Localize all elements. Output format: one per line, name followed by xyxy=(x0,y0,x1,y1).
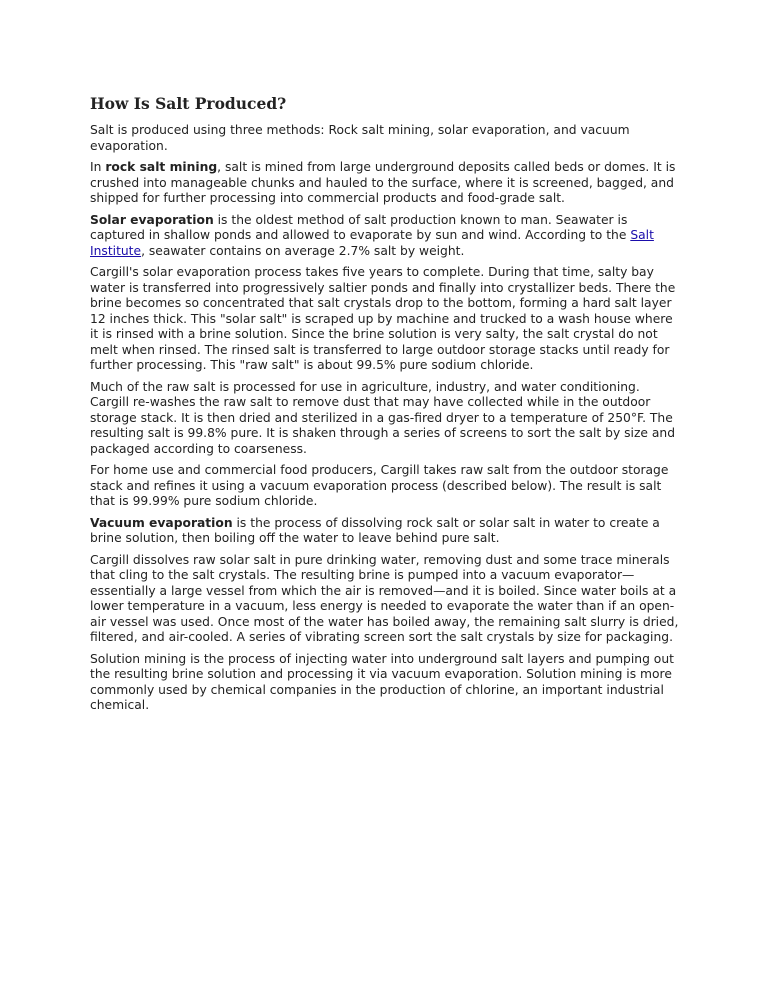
solar-evaporation-term: Solar evaporation xyxy=(90,212,214,227)
solar-process-paragraph: Cargill's solar evaporation process takes five years to complete. During that time, salty bay water is transferred into progressively saltier ponds and finally into crystallizer beds. There the brine becomes so concentrated that salt crystals drop to the bottom, forming a hard salt layer 12 inches thick. This "solar salt" is scraped up by machine and trucked to a wash house where it is rinsed with a brine solution. Since the brine solution is very salty, the salt crystal do not melt when rinsed. The rinsed salt is transferred to large outdoor storage stacks until ready for further processing. This "raw salt" is about 99.5% pure sodium chloride. xyxy=(90,265,676,372)
rock-salt-term: rock salt mining xyxy=(105,160,218,174)
vacuum-evaporation-term: Vacuum evaporation xyxy=(90,515,233,530)
solar-evaporation-paragraph xyxy=(90,213,682,260)
solar-evaporation-text: is the oldest method of salt production known to man. Seawater is captured in shallow ponds and allowed to evaporate by sun and wind. According to the xyxy=(90,212,631,242)
page-title: How Is Salt Produced? xyxy=(90,94,287,113)
raw-salt-paragraph: Much of the raw salt is processed for use in agriculture, industry, and water conditioning. Cargill re-washes the raw salt to remove dust that may have collected while in the outdoor storage stack. It is then dried and sterilized in a gas-fired dryer to a temperature of 250°F. The resulting salt is 99.8% pure. It is shaken through a series of screens to sort the salt by size and packaged according to coarseness. xyxy=(90,379,676,456)
vacuum-process-paragraph: Cargill dissolves raw solar salt in pure drinking water, removing dust and some trace minerals that cling to the salt crystals. The resulting brine is pumped into a vacuum evaporator—essentially a large vessel from which the air is removed—and it is boiled. Since water boils at a lower temperature in a vacuum, less energy is needed to evaporate the water than if an open-air vessel was used. Once most of the water has boiled away, the remaining salt slurry is dried, filtered, and air-cooled. A series of vibrating screen sort the salt crystals by size for packaging. xyxy=(90,552,679,644)
vacuum-evaporation-paragraph xyxy=(90,516,682,547)
vacuum-evaporation-text: is the process of dissolving rock salt or solar salt in water to create a brine solution, then boiling off the water to leave behind pure salt. xyxy=(90,515,660,545)
rock-salt-pre: In xyxy=(90,160,106,174)
intro-paragraph: Salt is produced using three methods: Rock salt mining, solar evaporation, and vacuum evaporation. xyxy=(90,123,630,153)
rock-salt-text: , salt is mined from large underground deposits called beds or domes. It is crushed into manageable chunks and hauled to the surface, where it is screened, bagged, and shipped for further processing into commercial products and food-grade salt. xyxy=(90,160,676,205)
document-page xyxy=(90,94,682,720)
solar-evaporation-text-end: , seawater contains on average 2.7% salt by weight. xyxy=(141,243,465,258)
solution-mining-paragraph: Solution mining is the process of injecting water into underground salt layers and pumping out the resulting brine solution and processing it via vacuum evaporation. Solution mining is more commonly used by chemical companies in the production of chlorine, an important industrial chemical. xyxy=(90,651,674,712)
rock-salt-paragraph xyxy=(90,160,682,207)
salt-institute-link[interactable]: Salt Institute xyxy=(90,228,654,258)
home-use-paragraph: For home use and commercial food producers, Cargill takes raw salt from the outdoor storage stack and refines it using a vacuum evaporation process (described below). The result is salt that is 99.99% pure sodium chloride. xyxy=(90,463,669,508)
